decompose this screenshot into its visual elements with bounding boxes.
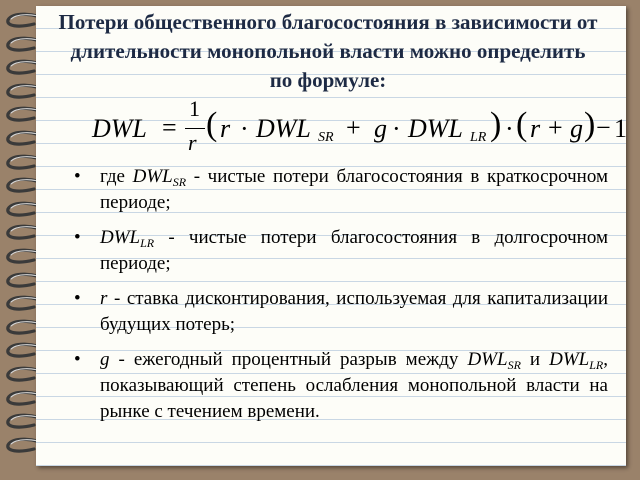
definitions-list bbox=[74, 164, 608, 434]
bullet-text: и bbox=[520, 349, 550, 370]
bullet-text: - ежегодный процентный разрыв между bbox=[109, 349, 468, 370]
formula-sub-lr: LR bbox=[470, 130, 487, 145]
formula-lhs: DWL bbox=[92, 114, 147, 143]
formula-plus2: + bbox=[548, 113, 563, 142]
formula-equals: = bbox=[162, 113, 177, 142]
formula-open-paren: ( bbox=[206, 106, 218, 143]
bullet-subscript: SR bbox=[172, 175, 187, 189]
bullet-symbol: DWL bbox=[549, 349, 590, 370]
formula-r1: r bbox=[220, 114, 231, 143]
formula-dot1: · bbox=[240, 114, 249, 143]
bullet-glyph: • bbox=[74, 288, 81, 309]
formula-g2: g bbox=[570, 114, 583, 143]
bullet-prefix: где bbox=[100, 166, 133, 187]
bullet-text: - ставка дисконтирования, используемая для капитализации будущих потерь; bbox=[100, 288, 608, 335]
formula-minus: − bbox=[596, 113, 611, 142]
formula-dot2: · bbox=[392, 114, 401, 143]
formula-dwl-sr: DWL bbox=[256, 114, 311, 143]
bullet-subscript: SR bbox=[507, 358, 521, 372]
bullet-symbol: DWL bbox=[100, 227, 141, 248]
bullet-symbol: DWL bbox=[467, 349, 508, 370]
list-item bbox=[74, 225, 608, 277]
formula-dot3: · bbox=[505, 114, 514, 143]
list-item bbox=[74, 164, 608, 216]
bullet-symbol: DWL bbox=[132, 166, 173, 187]
bullet-glyph: • bbox=[74, 349, 81, 370]
bullet-subscript: LR bbox=[589, 358, 604, 372]
bullet-symbol: r bbox=[100, 288, 108, 309]
formula-one: 1 bbox=[614, 114, 627, 143]
bullet-text: - чистые потери благосостояния в краткосрочном периоде; bbox=[100, 166, 608, 213]
formula-denominator: r bbox=[188, 130, 197, 155]
dwl-formula bbox=[92, 96, 627, 162]
formula-g: g bbox=[374, 114, 387, 143]
bullet-subscript: LR bbox=[140, 236, 155, 250]
formula-numerator: 1 bbox=[189, 96, 200, 121]
formula-open-paren2: ( bbox=[516, 106, 528, 143]
formula-r2: r bbox=[530, 114, 541, 143]
bullet-text: , показывающий степень ослабления монопольной власти на рынке с течением времени. bbox=[100, 349, 608, 422]
slide-title: Потери общественного благосостояния в зависимости от длительности монопольной власти можно определить по формуле: bbox=[58, 10, 598, 92]
bullet-text: - чистые потери благосостояния в долгосрочном периоде; bbox=[100, 227, 608, 274]
bullet-symbol: g bbox=[100, 349, 110, 370]
formula-close-paren: ) bbox=[490, 106, 502, 143]
bullet-glyph: • bbox=[74, 166, 81, 187]
formula-sub-sr: SR bbox=[318, 130, 334, 145]
formula-plus: + bbox=[346, 113, 361, 142]
list-item bbox=[74, 347, 608, 425]
formula-dwl-lr: DWL bbox=[408, 114, 463, 143]
bullet-glyph: • bbox=[74, 227, 81, 248]
list-item bbox=[74, 286, 608, 338]
formula-fraction-bar bbox=[185, 128, 205, 129]
formula-close-paren2: ) bbox=[584, 106, 596, 143]
